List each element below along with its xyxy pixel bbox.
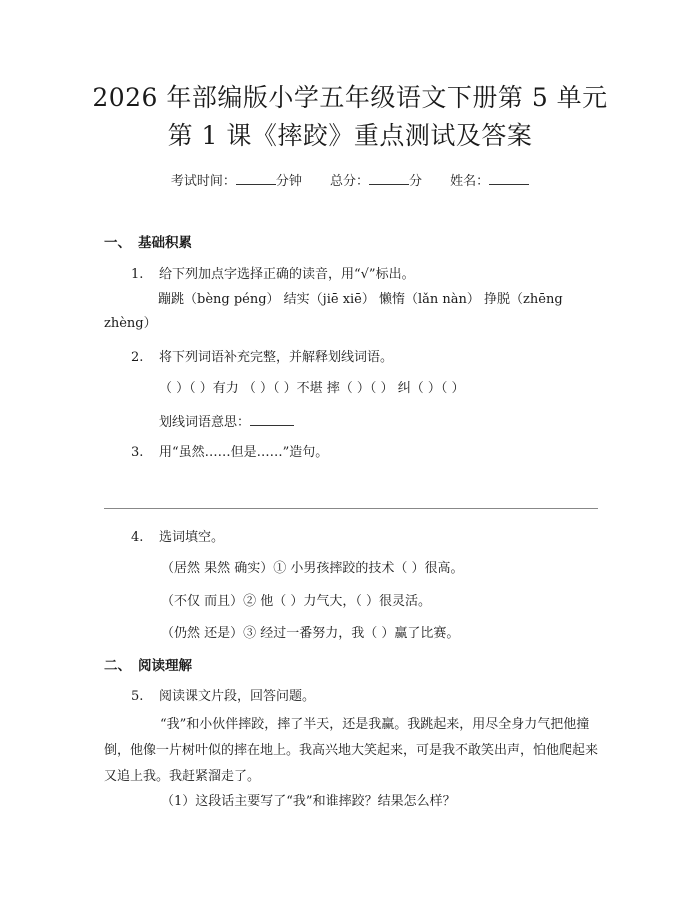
score-unit: 分 [409, 174, 423, 189]
question-3 [131, 441, 328, 460]
section-title: 基础积累 [138, 235, 192, 251]
question-number: 3. [131, 445, 144, 460]
question-prompt: 将下列词语补充完整，并解释划线词语。 [159, 350, 394, 365]
page-title-line2: 第 1 课《摔跤》重点测试及答案 [167, 121, 533, 150]
question-2-meaning [159, 411, 294, 430]
question-1-options: 蹦跳（bèng péng） 结实（jiē xiē） 懒惰（lǎn nàn） 挣脱（zhēng zhèng） [104, 292, 563, 331]
exam-meta [0, 170, 700, 189]
score-blank[interactable] [369, 172, 409, 185]
question-2 [131, 346, 393, 365]
question-5-sub-1: （1）这段话主要写了“我”和谁摔跤？结果怎么样？ [161, 794, 456, 809]
name-blank[interactable] [489, 172, 529, 185]
section-heading-2 [104, 654, 192, 674]
section-heading-1 [104, 231, 192, 251]
question-number: 2. [131, 350, 144, 365]
time-unit: 分钟 [275, 174, 302, 189]
question-4 [131, 526, 224, 545]
reading-passage: “我”和小伙伴摔跤，摔了半天，还是我赢。我跳起来，用尽全身力气把他撞倒，他像一片树叶似的摔在地上。我高兴地大笑起来，可是我不敢笑出声，怕他爬起来又追上我。我赶紧溜走了。 [104, 717, 599, 784]
time-label: 考试时间： [170, 174, 236, 189]
section-title: 阅读理解 [138, 658, 192, 674]
answer-line[interactable] [104, 508, 598, 509]
name-label: 姓名： [450, 174, 490, 189]
question-4-item-2: （不仅 而且）② 他（ ）力气大，（ ）很灵活。 [161, 594, 432, 609]
question-4-item-3: （仍然 还是）③ 经过一番努力，我（ ）赢了比赛。 [161, 626, 460, 641]
question-4-item-1: （居然 果然 确实）① 小男孩摔跤的技术（ ）很高。 [161, 561, 464, 576]
question-prompt: 阅读课文片段，回答问题。 [159, 689, 316, 704]
question-1 [131, 263, 415, 282]
question-5 [131, 685, 315, 704]
question-prompt: 选词填空。 [159, 530, 225, 545]
section-number: 一、 [104, 235, 131, 251]
meaning-blank[interactable] [250, 412, 294, 426]
question-prompt: 用“虽然……但是……”造句。 [159, 445, 329, 460]
question-number: 1. [131, 267, 144, 282]
exam-time [171, 174, 306, 189]
score-label: 总分： [329, 174, 369, 189]
student-name [450, 174, 529, 189]
section-number: 二、 [104, 658, 131, 674]
question-2-blanks: （ ）（ ）有力 （ ）（ ）不堪 摔（ ）（ ） 纠（ ）（ ） [159, 381, 465, 396]
question-prompt: 给下列加点字选择正确的读音，用“√”标出。 [159, 267, 415, 282]
time-blank[interactable] [236, 172, 276, 185]
question-number: 4. [131, 530, 144, 545]
page-title-line1: 2026 年部编版小学五年级语文下册第 5 单元 [92, 83, 608, 112]
total-score [330, 174, 426, 189]
meaning-label: 划线词语意思： [159, 415, 251, 430]
question-number: 5. [131, 689, 144, 704]
